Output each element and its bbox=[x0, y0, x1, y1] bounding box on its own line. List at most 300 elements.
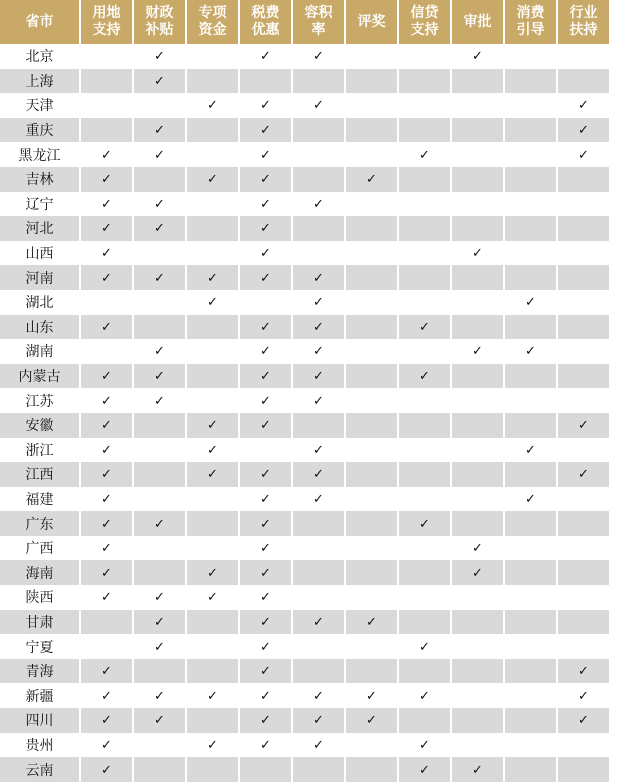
policy-cell-award bbox=[345, 634, 398, 659]
check-icon: ✓ bbox=[154, 270, 165, 286]
check-icon: ✓ bbox=[313, 393, 324, 409]
check-icon: ✓ bbox=[260, 221, 271, 237]
policy-cell-consumption bbox=[504, 560, 557, 585]
policy-cell-credit bbox=[398, 142, 451, 167]
policy-cell-far bbox=[292, 536, 345, 561]
check-icon: ✓ bbox=[419, 639, 430, 655]
policy-cell-tax bbox=[239, 438, 292, 463]
check-icon: ✓ bbox=[260, 688, 271, 704]
check-icon: ✓ bbox=[260, 172, 271, 188]
policy-cell-far bbox=[292, 364, 345, 389]
table-row bbox=[0, 388, 609, 413]
column-header-approval bbox=[451, 0, 504, 44]
check-icon: ✓ bbox=[260, 713, 271, 729]
check-icon: ✓ bbox=[207, 467, 218, 483]
policy-cell-consumption bbox=[504, 757, 557, 782]
check-icon: ✓ bbox=[260, 516, 271, 532]
policy-cell-land bbox=[80, 388, 133, 413]
check-icon: ✓ bbox=[313, 369, 324, 385]
province-name: 江苏 bbox=[0, 388, 80, 413]
policy-cell-industry bbox=[557, 634, 609, 659]
column-header-line: 信贷 bbox=[410, 5, 439, 21]
policy-cell-special_fund bbox=[186, 315, 239, 340]
column-header-line: 补贴 bbox=[145, 22, 174, 38]
policy-cell-far bbox=[292, 69, 345, 94]
check-icon: ✓ bbox=[207, 295, 218, 311]
policy-cell-approval bbox=[451, 265, 504, 290]
policy-cell-tax bbox=[239, 462, 292, 487]
policy-cell-award bbox=[345, 659, 398, 684]
policy-cell-industry bbox=[557, 585, 609, 610]
policy-cell-tax bbox=[239, 44, 292, 69]
policy-cell-industry bbox=[557, 44, 609, 69]
check-icon: ✓ bbox=[260, 49, 271, 65]
policy-cell-far bbox=[292, 462, 345, 487]
policy-cell-award bbox=[345, 192, 398, 217]
check-icon: ✓ bbox=[101, 270, 112, 286]
policy-cell-far bbox=[292, 634, 345, 659]
policy-cell-industry bbox=[557, 757, 609, 782]
policy-cell-subsidy bbox=[133, 388, 186, 413]
check-icon: ✓ bbox=[419, 516, 430, 532]
policy-cell-approval bbox=[451, 241, 504, 266]
province-name: 新疆 bbox=[0, 683, 80, 708]
policy-cell-special_fund bbox=[186, 44, 239, 69]
check-icon: ✓ bbox=[525, 442, 536, 458]
policy-cell-award bbox=[345, 388, 398, 413]
policy-cell-credit bbox=[398, 241, 451, 266]
policy-cell-far bbox=[292, 560, 345, 585]
policy-cell-consumption bbox=[504, 708, 557, 733]
policy-cell-land bbox=[80, 290, 133, 315]
check-icon: ✓ bbox=[260, 98, 271, 114]
policy-cell-industry bbox=[557, 364, 609, 389]
policy-cell-far bbox=[292, 487, 345, 512]
policy-cell-subsidy bbox=[133, 167, 186, 192]
policy-cell-subsidy bbox=[133, 585, 186, 610]
policy-cell-consumption bbox=[504, 511, 557, 536]
check-icon: ✓ bbox=[260, 418, 271, 434]
policy-cell-consumption bbox=[504, 659, 557, 684]
policy-cell-approval bbox=[451, 192, 504, 217]
policy-cell-far bbox=[292, 142, 345, 167]
policy-cell-approval bbox=[451, 659, 504, 684]
policy-cell-approval bbox=[451, 167, 504, 192]
check-icon: ✓ bbox=[101, 221, 112, 237]
table-row bbox=[0, 69, 609, 94]
check-icon: ✓ bbox=[101, 664, 112, 680]
table-row bbox=[0, 610, 609, 635]
policy-cell-tax bbox=[239, 241, 292, 266]
policy-cell-approval bbox=[451, 93, 504, 118]
province-name: 山东 bbox=[0, 315, 80, 340]
policy-cell-consumption bbox=[504, 585, 557, 610]
table-row bbox=[0, 241, 609, 266]
policy-cell-subsidy bbox=[133, 708, 186, 733]
check-icon: ✓ bbox=[207, 172, 218, 188]
policy-cell-approval bbox=[451, 462, 504, 487]
check-icon: ✓ bbox=[419, 319, 430, 335]
check-icon: ✓ bbox=[207, 418, 218, 434]
check-icon: ✓ bbox=[101, 590, 112, 606]
policy-cell-tax bbox=[239, 733, 292, 758]
column-header-line: 专项 bbox=[198, 5, 227, 21]
policy-cell-land bbox=[80, 265, 133, 290]
policy-cell-award bbox=[345, 536, 398, 561]
province-name: 青海 bbox=[0, 659, 80, 684]
policy-cell-industry bbox=[557, 511, 609, 536]
province-name: 辽宁 bbox=[0, 192, 80, 217]
check-icon: ✓ bbox=[472, 565, 483, 581]
policy-cell-special_fund bbox=[186, 438, 239, 463]
policy-cell-special_fund bbox=[186, 167, 239, 192]
policy-cell-far bbox=[292, 216, 345, 241]
check-icon: ✓ bbox=[313, 98, 324, 114]
table-row bbox=[0, 216, 609, 241]
policy-cell-award bbox=[345, 118, 398, 143]
policy-cell-industry bbox=[557, 560, 609, 585]
policy-cell-far bbox=[292, 733, 345, 758]
policy-cell-subsidy bbox=[133, 364, 186, 389]
policy-cell-award bbox=[345, 167, 398, 192]
policy-cell-approval bbox=[451, 536, 504, 561]
policy-cell-subsidy bbox=[133, 511, 186, 536]
policy-cell-special_fund bbox=[186, 413, 239, 438]
policy-cell-industry bbox=[557, 683, 609, 708]
check-icon: ✓ bbox=[260, 344, 271, 360]
column-header-consumption bbox=[504, 0, 557, 44]
province-name: 江西 bbox=[0, 462, 80, 487]
policy-cell-credit bbox=[398, 388, 451, 413]
policy-cell-subsidy bbox=[133, 634, 186, 659]
column-header-province bbox=[0, 0, 80, 44]
policy-cell-credit bbox=[398, 93, 451, 118]
policy-cell-subsidy bbox=[133, 560, 186, 585]
table-row bbox=[0, 413, 609, 438]
policy-cell-consumption bbox=[504, 733, 557, 758]
policy-cell-far bbox=[292, 315, 345, 340]
check-icon: ✓ bbox=[313, 467, 324, 483]
policy-cell-land bbox=[80, 683, 133, 708]
policy-cell-far bbox=[292, 93, 345, 118]
check-icon: ✓ bbox=[154, 713, 165, 729]
policy-cell-approval bbox=[451, 757, 504, 782]
policy-cell-special_fund bbox=[186, 290, 239, 315]
policy-cell-industry bbox=[557, 192, 609, 217]
policy-cell-industry bbox=[557, 536, 609, 561]
policy-cell-land bbox=[80, 757, 133, 782]
policy-cell-credit bbox=[398, 708, 451, 733]
policy-cell-special_fund bbox=[186, 216, 239, 241]
policy-cell-industry bbox=[557, 733, 609, 758]
check-icon: ✓ bbox=[154, 369, 165, 385]
check-icon: ✓ bbox=[101, 491, 112, 507]
policy-cell-approval bbox=[451, 634, 504, 659]
policy-cell-consumption bbox=[504, 610, 557, 635]
table-header bbox=[0, 0, 609, 44]
policy-cell-special_fund bbox=[186, 683, 239, 708]
policy-cell-far bbox=[292, 585, 345, 610]
policy-cell-credit bbox=[398, 339, 451, 364]
check-icon: ✓ bbox=[154, 49, 165, 65]
policy-cell-award bbox=[345, 290, 398, 315]
policy-cell-award bbox=[345, 216, 398, 241]
check-icon: ✓ bbox=[101, 737, 112, 753]
province-name: 上海 bbox=[0, 69, 80, 94]
check-icon: ✓ bbox=[419, 147, 430, 163]
policy-cell-subsidy bbox=[133, 683, 186, 708]
check-icon: ✓ bbox=[154, 590, 165, 606]
policy-cell-credit bbox=[398, 585, 451, 610]
policy-cell-far bbox=[292, 708, 345, 733]
check-icon: ✓ bbox=[578, 688, 589, 704]
policy-cell-approval bbox=[451, 585, 504, 610]
check-icon: ✓ bbox=[154, 73, 165, 89]
table-row bbox=[0, 438, 609, 463]
policy-cell-approval bbox=[451, 511, 504, 536]
policy-cell-land bbox=[80, 462, 133, 487]
policy-cell-consumption bbox=[504, 462, 557, 487]
policy-cell-tax bbox=[239, 364, 292, 389]
policy-cell-approval bbox=[451, 364, 504, 389]
table-row bbox=[0, 93, 609, 118]
policy-cell-subsidy bbox=[133, 192, 186, 217]
policy-cell-consumption bbox=[504, 683, 557, 708]
check-icon: ✓ bbox=[101, 418, 112, 434]
policy-cell-credit bbox=[398, 487, 451, 512]
province-name: 广西 bbox=[0, 536, 80, 561]
policy-cell-consumption bbox=[504, 69, 557, 94]
policy-cell-land bbox=[80, 192, 133, 217]
policy-cell-industry bbox=[557, 290, 609, 315]
province-name: 宁夏 bbox=[0, 634, 80, 659]
check-icon: ✓ bbox=[419, 737, 430, 753]
column-header-land bbox=[80, 0, 133, 44]
policy-cell-far bbox=[292, 757, 345, 782]
policy-cell-industry bbox=[557, 610, 609, 635]
policy-cell-consumption bbox=[504, 634, 557, 659]
policy-cell-special_fund bbox=[186, 634, 239, 659]
policy-cell-subsidy bbox=[133, 118, 186, 143]
check-icon: ✓ bbox=[419, 369, 430, 385]
policy-cell-special_fund bbox=[186, 192, 239, 217]
policy-cell-award bbox=[345, 733, 398, 758]
policy-cell-land bbox=[80, 708, 133, 733]
check-icon: ✓ bbox=[260, 541, 271, 557]
policy-cell-industry bbox=[557, 708, 609, 733]
policy-cell-industry bbox=[557, 118, 609, 143]
policy-cell-subsidy bbox=[133, 265, 186, 290]
province-name: 云南 bbox=[0, 757, 80, 782]
policy-cell-consumption bbox=[504, 413, 557, 438]
policy-cell-far bbox=[292, 511, 345, 536]
policy-cell-industry bbox=[557, 487, 609, 512]
check-icon: ✓ bbox=[154, 196, 165, 212]
policy-cell-tax bbox=[239, 93, 292, 118]
check-icon: ✓ bbox=[313, 688, 324, 704]
check-icon: ✓ bbox=[472, 344, 483, 360]
policy-cell-consumption bbox=[504, 388, 557, 413]
policy-cell-approval bbox=[451, 69, 504, 94]
province-name: 广东 bbox=[0, 511, 80, 536]
policy-cell-industry bbox=[557, 659, 609, 684]
policy-cell-award bbox=[345, 315, 398, 340]
policy-cell-tax bbox=[239, 659, 292, 684]
policy-cell-special_fund bbox=[186, 733, 239, 758]
policy-cell-credit bbox=[398, 659, 451, 684]
check-icon: ✓ bbox=[419, 762, 430, 778]
check-icon: ✓ bbox=[154, 688, 165, 704]
policy-cell-special_fund bbox=[186, 487, 239, 512]
policy-cell-credit bbox=[398, 511, 451, 536]
check-icon: ✓ bbox=[101, 172, 112, 188]
policy-cell-subsidy bbox=[133, 487, 186, 512]
check-icon: ✓ bbox=[525, 344, 536, 360]
table-row bbox=[0, 733, 609, 758]
policy-cell-industry bbox=[557, 142, 609, 167]
table-row bbox=[0, 167, 609, 192]
policy-cell-approval bbox=[451, 683, 504, 708]
policy-cell-tax bbox=[239, 265, 292, 290]
policy-cell-consumption bbox=[504, 438, 557, 463]
check-icon: ✓ bbox=[154, 639, 165, 655]
policy-cell-far bbox=[292, 118, 345, 143]
province-name: 安徽 bbox=[0, 413, 80, 438]
policy-cell-far bbox=[292, 683, 345, 708]
policy-cell-consumption bbox=[504, 192, 557, 217]
policy-cell-subsidy bbox=[133, 462, 186, 487]
policy-cell-award bbox=[345, 683, 398, 708]
policy-cell-consumption bbox=[504, 364, 557, 389]
check-icon: ✓ bbox=[472, 49, 483, 65]
policy-cell-industry bbox=[557, 315, 609, 340]
column-header-line: 税费 bbox=[251, 5, 280, 21]
policy-cell-award bbox=[345, 142, 398, 167]
check-icon: ✓ bbox=[260, 147, 271, 163]
policy-cell-land bbox=[80, 241, 133, 266]
policy-cell-subsidy bbox=[133, 413, 186, 438]
check-icon: ✓ bbox=[207, 688, 218, 704]
policy-cell-subsidy bbox=[133, 142, 186, 167]
check-icon: ✓ bbox=[313, 295, 324, 311]
policy-cell-tax bbox=[239, 167, 292, 192]
check-icon: ✓ bbox=[366, 713, 377, 729]
table-row bbox=[0, 634, 609, 659]
policy-cell-subsidy bbox=[133, 610, 186, 635]
policy-cell-award bbox=[345, 364, 398, 389]
column-header-line: 行业 bbox=[569, 5, 598, 21]
policy-cell-land bbox=[80, 44, 133, 69]
policy-cell-far bbox=[292, 192, 345, 217]
policy-cell-industry bbox=[557, 339, 609, 364]
check-icon: ✓ bbox=[154, 221, 165, 237]
check-icon: ✓ bbox=[154, 516, 165, 532]
table-body bbox=[0, 44, 609, 782]
policy-cell-credit bbox=[398, 315, 451, 340]
policy-cell-far bbox=[292, 290, 345, 315]
check-icon: ✓ bbox=[578, 467, 589, 483]
policy-cell-special_fund bbox=[186, 69, 239, 94]
table-row bbox=[0, 44, 609, 69]
province-name: 山西 bbox=[0, 241, 80, 266]
policy-cell-credit bbox=[398, 69, 451, 94]
policy-cell-tax bbox=[239, 315, 292, 340]
column-header-tax bbox=[239, 0, 292, 44]
policy-cell-land bbox=[80, 142, 133, 167]
policy-cell-special_fund bbox=[186, 388, 239, 413]
check-icon: ✓ bbox=[101, 541, 112, 557]
check-icon: ✓ bbox=[260, 737, 271, 753]
check-icon: ✓ bbox=[154, 344, 165, 360]
policy-cell-tax bbox=[239, 560, 292, 585]
policy-cell-credit bbox=[398, 462, 451, 487]
check-icon: ✓ bbox=[260, 246, 271, 262]
policy-cell-approval bbox=[451, 413, 504, 438]
policy-cell-award bbox=[345, 462, 398, 487]
check-icon: ✓ bbox=[578, 418, 589, 434]
province-name: 甘肃 bbox=[0, 610, 80, 635]
policy-cell-credit bbox=[398, 683, 451, 708]
policy-cell-consumption bbox=[504, 315, 557, 340]
policy-cell-approval bbox=[451, 388, 504, 413]
check-icon: ✓ bbox=[101, 565, 112, 581]
policy-cell-land bbox=[80, 364, 133, 389]
policy-cell-award bbox=[345, 339, 398, 364]
policy-cell-special_fund bbox=[186, 757, 239, 782]
policy-cell-far bbox=[292, 265, 345, 290]
check-icon: ✓ bbox=[260, 664, 271, 680]
policy-cell-credit bbox=[398, 167, 451, 192]
policy-cell-approval bbox=[451, 44, 504, 69]
policy-cell-far bbox=[292, 44, 345, 69]
check-icon: ✓ bbox=[578, 147, 589, 163]
policy-cell-award bbox=[345, 511, 398, 536]
check-icon: ✓ bbox=[260, 369, 271, 385]
policy-cell-land bbox=[80, 167, 133, 192]
check-icon: ✓ bbox=[260, 491, 271, 507]
check-icon: ✓ bbox=[101, 467, 112, 483]
policy-cell-tax bbox=[239, 585, 292, 610]
column-header-special_fund bbox=[186, 0, 239, 44]
policy-cell-award bbox=[345, 438, 398, 463]
province-name: 湖南 bbox=[0, 339, 80, 364]
policy-cell-tax bbox=[239, 388, 292, 413]
policy-cell-approval bbox=[451, 339, 504, 364]
check-icon: ✓ bbox=[313, 737, 324, 753]
check-icon: ✓ bbox=[207, 590, 218, 606]
check-icon: ✓ bbox=[260, 319, 271, 335]
policy-cell-credit bbox=[398, 560, 451, 585]
province-name: 天津 bbox=[0, 93, 80, 118]
province-name: 四川 bbox=[0, 708, 80, 733]
policy-cell-award bbox=[345, 487, 398, 512]
policy-cell-subsidy bbox=[133, 241, 186, 266]
policy-cell-industry bbox=[557, 265, 609, 290]
check-icon: ✓ bbox=[207, 737, 218, 753]
check-icon: ✓ bbox=[472, 246, 483, 262]
policy-cell-land bbox=[80, 536, 133, 561]
policy-cell-credit bbox=[398, 118, 451, 143]
policy-cell-special_fund bbox=[186, 610, 239, 635]
table-row bbox=[0, 659, 609, 684]
province-name: 贵州 bbox=[0, 733, 80, 758]
check-icon: ✓ bbox=[154, 393, 165, 409]
check-icon: ✓ bbox=[525, 491, 536, 507]
check-icon: ✓ bbox=[101, 516, 112, 532]
check-icon: ✓ bbox=[313, 713, 324, 729]
policy-cell-industry bbox=[557, 438, 609, 463]
check-icon: ✓ bbox=[313, 49, 324, 65]
